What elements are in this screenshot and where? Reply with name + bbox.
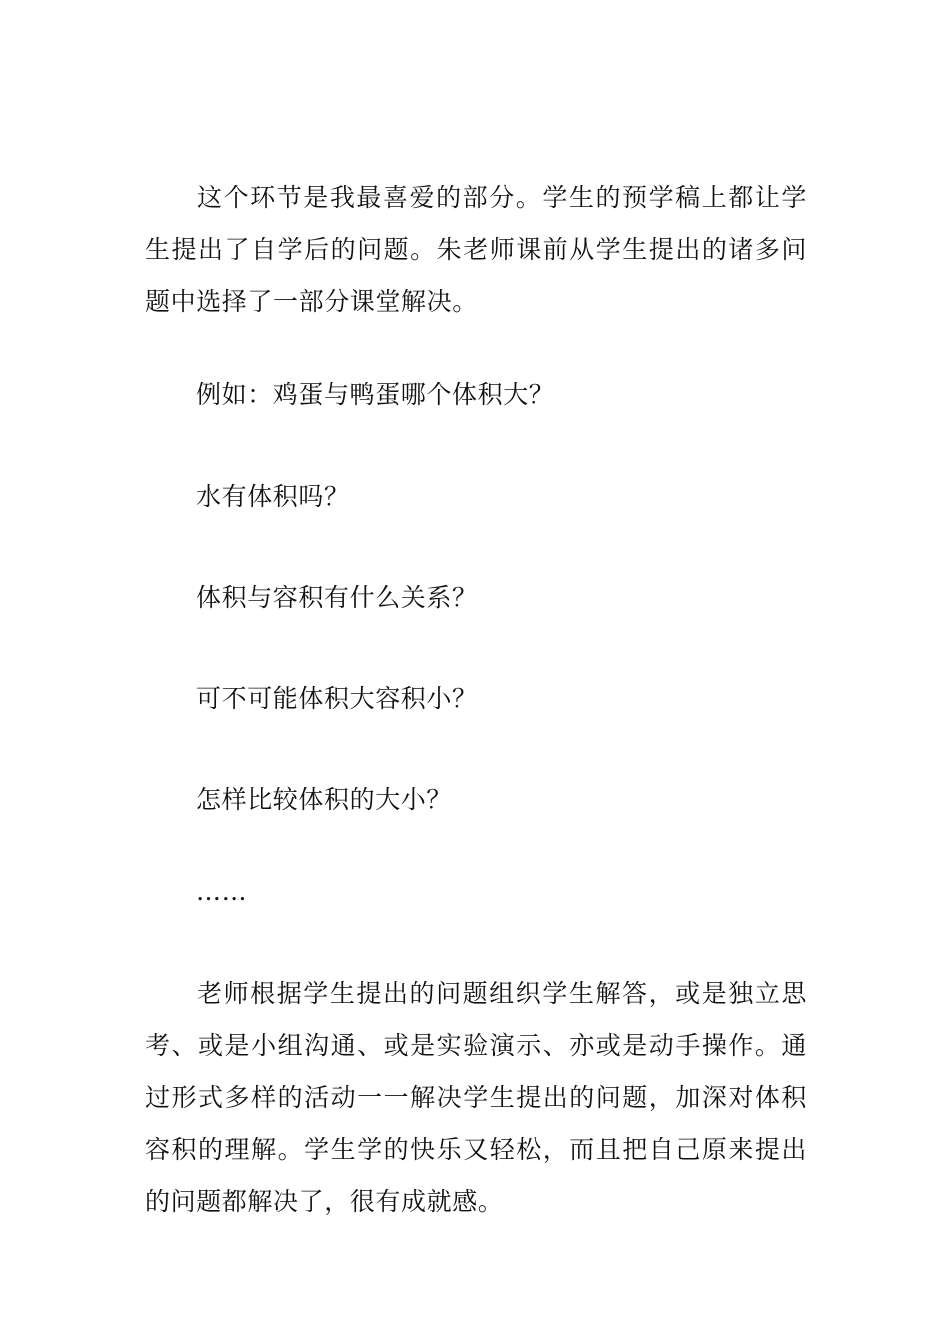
question-item-2: 水有体积吗？ (196, 482, 350, 511)
paragraph-intro: 这个环节是我最喜爱的部分。学生的预学稿上都让学生提出了自学后的问题。朱老师课前从学生提出的诸多问题中选择了一部分课堂解决。 (145, 183, 807, 316)
paragraph-conclusion: 老师根据学生提出的问题组织学生解答，或是独立思考、或是小组沟通、或是实验演示、亦或是动手操作。通过形式多样的活动一一解决学生提出的问题，加深对体积容积的理解。学生学的快乐又轻松，而且把自己原来提出的问题都解决了，很有成就感。 (145, 979, 807, 1216)
question-item-4: 可不可能体积大容积小？ (196, 684, 478, 713)
question-item-5: 怎样比较体积的大小？ (196, 785, 453, 814)
question-ellipsis: …… (196, 877, 248, 906)
question-item-1: 例如：鸡蛋与鸭蛋哪个体积大？ (196, 380, 555, 409)
question-item-3: 体积与容积有什么关系？ (196, 583, 478, 612)
